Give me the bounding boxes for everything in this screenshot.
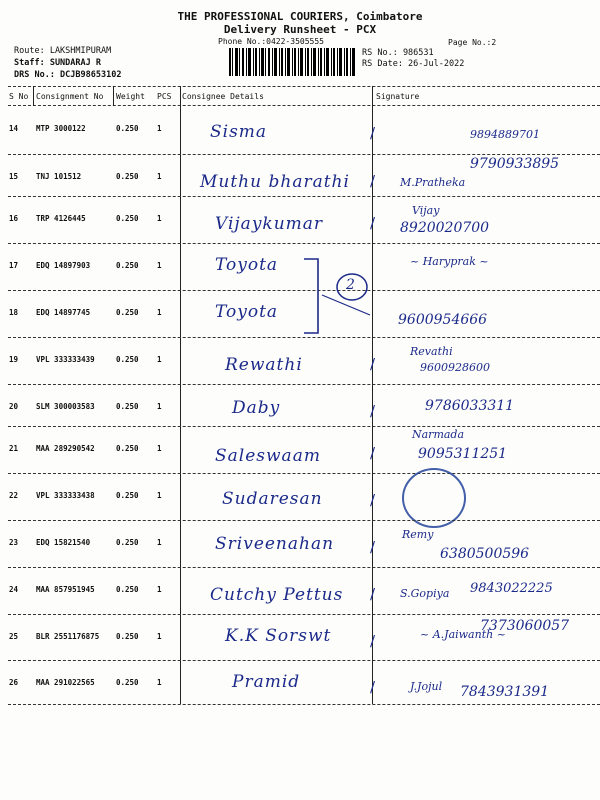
row-pcs: 1 (157, 491, 162, 500)
row-sno: 24 (9, 585, 19, 594)
row-sno: 16 (9, 214, 19, 223)
table-row (0, 520, 600, 562)
tick-mark: / (370, 538, 376, 556)
consignee-handwriting: Toyota (215, 302, 279, 322)
table-row (0, 154, 600, 193)
signature-phone: 9790933895 (470, 156, 560, 172)
consignee-handwriting: Toyota (215, 255, 279, 275)
row-sno: 21 (9, 444, 19, 453)
col-consignee: Consignee Details (182, 92, 264, 101)
row-consignment: MAA 289290542 (36, 444, 95, 453)
row-weight: 0.250 (116, 491, 139, 500)
company-stamp-icon (402, 468, 466, 528)
row-consignment: TRP 4126445 (36, 214, 86, 223)
row-consignment: MAA 291022565 (36, 678, 95, 687)
row-pcs: 1 (157, 444, 162, 453)
signature-handwriting: Vijay (412, 204, 440, 217)
row-weight: 0.250 (116, 355, 139, 364)
col-signature: Signature (376, 92, 420, 101)
divider (8, 86, 600, 87)
circled-number: 2 (346, 277, 355, 293)
signature-handwriting: Remy (402, 528, 434, 541)
row-consignment: BLR 2551176875 (36, 632, 100, 641)
row-consignment: MTP 3000122 (36, 124, 86, 133)
col-consignment: Consignment No (36, 92, 104, 101)
table-row (0, 614, 600, 653)
row-sno: 25 (9, 632, 19, 641)
consignee-handwriting: Sudaresan (222, 489, 323, 509)
table-row (0, 106, 600, 145)
row-pcs: 1 (157, 678, 162, 687)
row-pcs: 1 (157, 172, 162, 181)
rs-number: RS No.: 986531 (362, 48, 434, 58)
row-pcs: 1 (157, 585, 162, 594)
row-pcs: 1 (157, 632, 162, 641)
row-consignment: TNJ 101512 (36, 172, 82, 181)
row-weight: 0.250 (116, 678, 139, 687)
rs-date: RS Date: 26-Jul-2022 (362, 59, 465, 69)
page-number: Page No.:2 (448, 38, 497, 47)
signature-phone: 9095311251 (418, 446, 508, 462)
consignee-handwriting: Cutchy Pettus (210, 585, 344, 605)
signature-phone: 9843022225 (470, 581, 553, 596)
col-separator (33, 86, 34, 106)
row-sno: 18 (9, 308, 19, 317)
consignee-handwriting: K.K Sorswt (225, 626, 332, 646)
row-pcs: 1 (157, 402, 162, 411)
table-row (0, 567, 600, 606)
row-sno: 20 (9, 402, 19, 411)
row-weight: 0.250 (116, 261, 139, 270)
consignee-handwriting: Muthu bharathi (200, 172, 350, 192)
row-sno: 22 (9, 491, 19, 500)
signature-handwriting: Narmada (412, 428, 465, 441)
tick-mark: / (370, 491, 376, 509)
signature-phone: 8920020700 (400, 220, 490, 236)
row-sno: 14 (9, 124, 19, 133)
row-consignment: EDQ 14897903 (36, 261, 91, 270)
signature-phone: 7373060057 (480, 618, 570, 634)
signature-scribble: J.Jojul (410, 680, 443, 693)
consignee-handwriting: Vijaykumar (215, 214, 324, 234)
staff-label: Staff: SUNDARAJ R (14, 58, 101, 68)
tick-mark: / (370, 632, 376, 650)
row-consignment: MAA 857951945 (36, 585, 95, 594)
signature-handwriting: S.Gopiya (400, 587, 450, 600)
row-weight: 0.250 (116, 214, 139, 223)
signature-handwriting: M.Pratheka (400, 176, 466, 189)
row-pcs: 1 (157, 214, 162, 223)
row-weight: 0.250 (116, 585, 139, 594)
tick-mark: / (370, 124, 376, 142)
row-sno: 15 (9, 172, 19, 181)
consignee-handwriting: Daby (232, 398, 281, 418)
table-row (0, 384, 600, 423)
phone-number: Phone No.:0422-3505555 (218, 37, 324, 46)
row-divider (8, 704, 600, 705)
row-weight: 0.250 (116, 172, 139, 181)
row-pcs: 1 (157, 124, 162, 133)
row-weight: 0.250 (116, 308, 139, 317)
signature-phone: 6380500596 (440, 546, 530, 562)
signature-handwriting: Revathi (410, 345, 453, 358)
signature-scribble: ~ Haryprak ~ (410, 255, 489, 268)
row-consignment: SLM 300003583 (36, 402, 95, 411)
signature-phone: 9894889701 (470, 128, 540, 141)
table-row (0, 426, 600, 465)
signature-phone: 9600954666 (398, 312, 488, 328)
signature-phone: 9600928600 (420, 361, 490, 374)
row-weight: 0.250 (116, 402, 139, 411)
consignee-handwriting: Sriveenahan (215, 534, 335, 554)
table-row (0, 196, 600, 235)
company-title: THE PROFESSIONAL COURIERS, Coimbatore (177, 10, 423, 23)
route-label: Route: LAKSHMIPURAM (14, 46, 112, 56)
table-row (0, 337, 600, 376)
row-weight: 0.250 (116, 538, 139, 547)
table-row (0, 473, 600, 512)
row-consignment: VPL 333333438 (36, 491, 95, 500)
signature-phone: 7843931391 (460, 684, 550, 700)
row-consignment: EDQ 14897745 (36, 308, 91, 317)
tick-mark: / (370, 355, 376, 373)
col-sno: S No (9, 92, 29, 101)
signature-scribble: ~ A.Jaiwanth ~ (420, 628, 506, 641)
row-weight: 0.250 (116, 632, 139, 641)
consignee-handwriting: Rewathi (225, 355, 303, 375)
barcode-icon (229, 48, 356, 76)
row-weight: 0.250 (116, 444, 139, 453)
table-row (0, 660, 600, 699)
row-pcs: 1 (157, 355, 162, 364)
tick-mark: / (370, 172, 376, 190)
row-consignment: EDQ 15821540 (36, 538, 91, 547)
signature-phone: 9786033311 (425, 398, 515, 414)
row-pcs: 1 (157, 308, 162, 317)
drs-number: DRS No.: DCJB98653102 (14, 70, 122, 80)
col-pcs: PCS (157, 92, 172, 101)
row-sno: 26 (9, 678, 19, 687)
col-separator (113, 86, 114, 106)
row-sno: 23 (9, 538, 19, 547)
row-pcs: 1 (157, 261, 162, 270)
row-sno: 17 (9, 261, 19, 270)
row-weight: 0.250 (116, 124, 139, 133)
tick-mark: / (370, 214, 376, 232)
sheet-subtitle: Delivery Runsheet - PCX (223, 23, 377, 36)
row-consignment: VPL 333333439 (36, 355, 95, 364)
col-weight: Weight (116, 92, 145, 101)
consignee-handwriting: Sisma (210, 122, 268, 142)
consignee-handwriting: Saleswaam (215, 446, 321, 466)
tick-mark: / (370, 402, 376, 420)
row-pcs: 1 (157, 538, 162, 547)
row-sno: 19 (9, 355, 19, 364)
bracket-annotation-icon (300, 255, 380, 340)
consignee-handwriting: Pramid (232, 672, 301, 692)
tick-mark: / (370, 585, 376, 603)
tick-mark: / (370, 678, 376, 696)
tick-mark: / (370, 444, 376, 462)
